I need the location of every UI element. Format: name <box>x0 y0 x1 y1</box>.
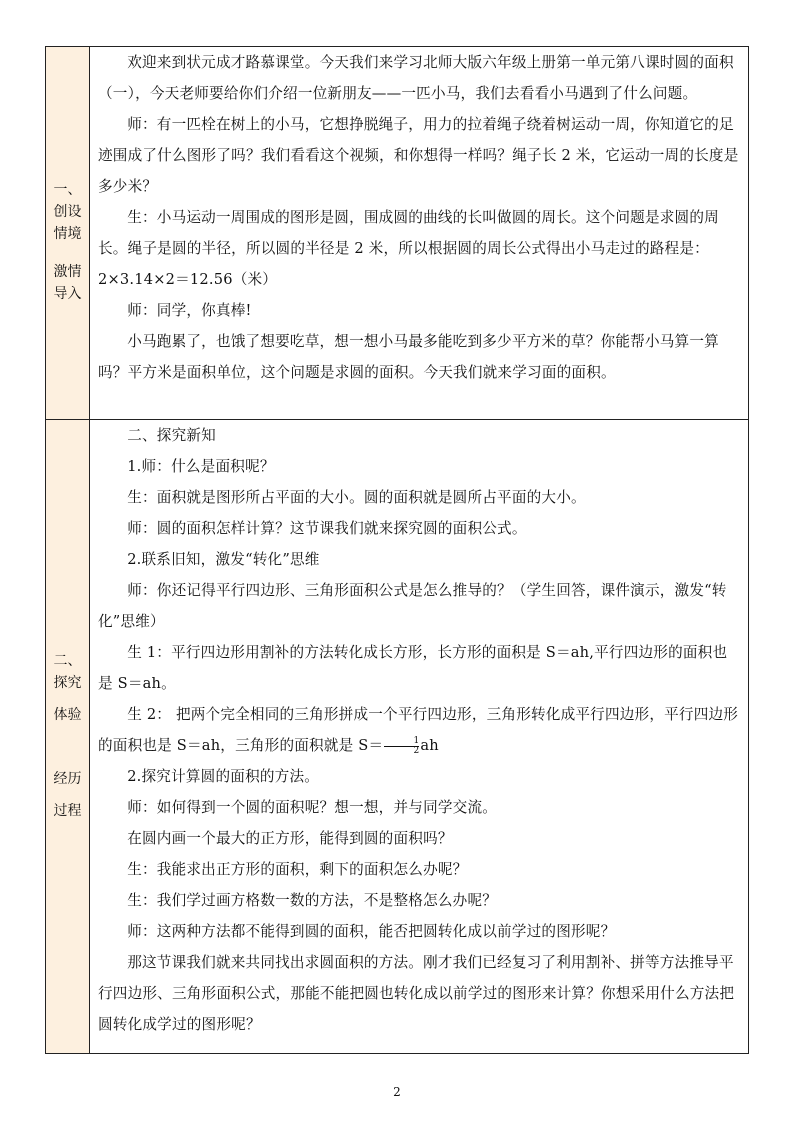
paragraph: 2.联系旧知，激发“转化”思维 <box>127 551 320 568</box>
section-content-2 <box>90 420 749 1054</box>
paragraph: 那这节课我们就来共同找出求圆面积的方法。刚才我们已经复习了利用割补、拼等方法推导平行四边形、三角形面积公式，那能不能把圆也转化成以前学过的图形来计算？你想采用什么方法把圆转化成学过的图形呢？ <box>98 954 735 1033</box>
paragraph: 生 1：平行四边形用割补的方法转化成长方形，长方形的面积是 S＝ah,平行四边形的面积也是 S＝ah。 <box>98 644 728 692</box>
formula-tail: ah <box>420 737 439 754</box>
paragraph: 在圆内画一个最大的正方形，能得到圆的面积吗？ <box>127 830 453 847</box>
fraction-numerator: 1 <box>413 735 420 746</box>
paragraph: 小马跑累了，也饿了想要吃草，想一想小马最多能吃到多少平方米的草？你能帮小马算一算吗？平方米是面积单位，这个问题是求圆的面积。今天我们就来学习面的面积。 <box>98 333 719 381</box>
paragraph: 生：我能求出正方形的面积，剩下的面积怎么办呢？ <box>127 861 468 878</box>
section-label-line: 过程 <box>53 803 82 819</box>
section-row-2 <box>46 420 749 1054</box>
paragraph-with-fraction <box>98 699 742 761</box>
paragraph: 1.师：什么是面积呢？ <box>127 458 275 475</box>
paragraph: 师：如何得到一个圆的面积呢？想一想，并与同学交流。 <box>127 799 498 816</box>
section-label-line: 探究 <box>53 675 82 691</box>
paragraph: 生：我们学过画方格数一数的方法，不是整格怎么办呢？ <box>127 892 498 909</box>
paragraph: 师：你还记得平行四边形、三角形面积公式是怎么推导的？（学生回答，课件演示，激发“转化”思维） <box>98 582 727 630</box>
fraction-denominator: 2 <box>384 746 419 756</box>
lesson-table <box>45 46 749 1054</box>
section-content-1 <box>90 47 749 420</box>
section-label-line: 经历 <box>53 771 82 787</box>
section-label-line: 情境 <box>53 226 82 242</box>
section-label-line: 导入 <box>53 286 82 302</box>
paragraph: 师：同学，你真棒! <box>127 302 252 319</box>
section-row-1 <box>46 47 749 420</box>
page-number: 2 <box>393 1085 401 1099</box>
section-label-line: 体验 <box>53 707 82 723</box>
section-label-line: 激情 <box>53 264 82 280</box>
paragraph: 师：这两种方法都不能得到圆的面积，能否把圆转化成以前学过的图形呢？ <box>127 923 616 940</box>
paragraph: 师：圆的面积怎样计算？这节课我们就来探究圆的面积公式。 <box>127 520 527 537</box>
fraction-one-half <box>384 737 419 756</box>
section-number: 二、 <box>53 653 82 669</box>
section-label-cell <box>46 420 90 1054</box>
section-label-line: 创设 <box>53 204 82 220</box>
paragraph: 师：有一匹栓在树上的小马，它想挣脱绳子，用力的拉着绳子绕着树运动一周，你知道它的足迹围成了什么图形了吗？我们看看这个视频，和你想得一样吗？绳子长 2 米，它运动一周的长度是多少米？ <box>98 116 739 195</box>
paragraph: 生：面积就是图形所占平面的大小。圆的面积就是圆所占平面的大小。 <box>127 489 586 506</box>
paragraph: 二、探究新知 <box>127 427 216 444</box>
paragraph: 2.探究计算圆的面积的方法。 <box>127 768 320 785</box>
section-number: 一、 <box>53 182 82 198</box>
section-label-cell <box>46 47 90 420</box>
paragraph: 欢迎来到状元成才路慕课堂。今天我们来学习北师大版六年级上册第一单元第八课时圆的面积（一），今天老师要给你们介绍一位新朋友——一匹小马，我们去看看小马遇到了什么问题。 <box>98 54 734 102</box>
paragraph-text: 生 2： 把两个完全相同的三角形拼成一个平行四边形，三角形转化成平行四边形，平行四边形的面积也是 S＝ah，三角形的面积就是 S＝ <box>98 706 739 754</box>
paragraph: 生：小马运动一周围成的图形是圆，围成圆的曲线的长叫做圆的周长。这个问题是求圆的周长。绳子是圆的半径，所以圆的半径是 2 米，所以根据圆的周长公式得出小马走过的路程是：2×3.14×2＝12.56（米） <box>98 209 719 288</box>
